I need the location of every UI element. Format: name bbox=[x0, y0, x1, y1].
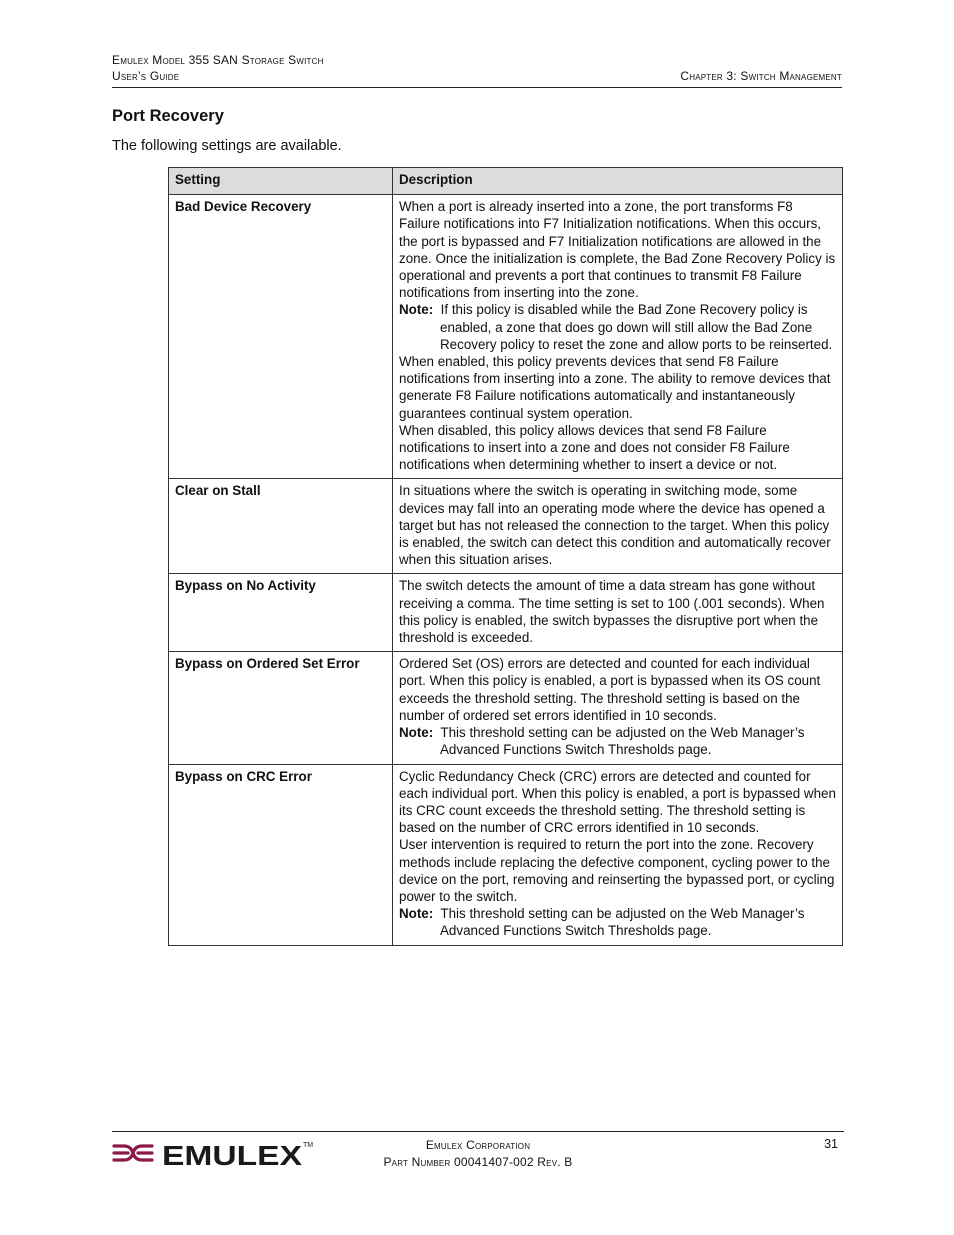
logo-wordmark: EMULEX bbox=[162, 1140, 303, 1171]
header-divider bbox=[112, 87, 842, 88]
description-paragraph: In situations where the switch is operating in switching mode, some devices may fall into an operating mode where the device has opened a target but has not released the connection to the target. When this policy is enabled, the switch can detect this condition and automatically recover when this situation arises. bbox=[399, 483, 831, 568]
header-doc-title-line2: User’s Guide bbox=[112, 69, 180, 83]
setting-name: Clear on Stall bbox=[175, 483, 261, 499]
description-cell bbox=[393, 574, 843, 652]
footer-divider bbox=[112, 1131, 844, 1132]
description-paragraph: When disabled, this policy allows devices that send F8 Failure notifications to insert into a zone and does not consider F8 Failure notifications when determining whether to insert a device or not. bbox=[399, 422, 790, 473]
page-number: 31 bbox=[824, 1137, 838, 1151]
note-label: Note: bbox=[399, 302, 434, 318]
settings-table bbox=[168, 167, 843, 946]
footer-part-number: Part Number 00041407-002 Rev. B bbox=[383, 1155, 573, 1169]
column-header-description: Description bbox=[393, 168, 843, 195]
table-row bbox=[169, 764, 843, 945]
note bbox=[399, 905, 837, 939]
description-paragraph: The switch detects the amount of time a data stream has gone without receiving a comma. The time setting is set to 100 (.001 seconds). When this policy is enabled, the switch bypasses the disruptive port when the threshold is exceeded. bbox=[399, 578, 825, 646]
description-paragraph: User intervention is required to return the port into the zone. Recovery methods include replacing the defective component, cycling power to the device on the port, removing and reinserting the bypassed port, or cycling power to the switch. bbox=[399, 837, 835, 904]
section-title: Port Recovery bbox=[112, 107, 224, 125]
note-label: Note: bbox=[399, 906, 434, 922]
note-text: This threshold setting can be adjusted on the Web Manager’s Advanced Functions Switch Thresholds page. bbox=[440, 906, 805, 939]
setting-name: Bad Device Recovery bbox=[175, 199, 312, 215]
table-row bbox=[169, 479, 843, 574]
header-chapter: Chapter 3: Switch Management bbox=[680, 69, 842, 83]
intro-paragraph: The following settings are available. bbox=[112, 138, 342, 154]
table-row bbox=[169, 574, 843, 652]
header-doc-title-line1: Emulex Model 355 SAN Storage Switch bbox=[112, 53, 324, 67]
emulex-logo bbox=[112, 1137, 312, 1169]
description-cell bbox=[393, 652, 843, 764]
logo-trademark: TM bbox=[303, 1142, 314, 1149]
setting-cell bbox=[169, 764, 393, 945]
setting-name: Bypass on No Activity bbox=[175, 578, 316, 594]
description-paragraph: Cyclic Redundancy Check (CRC) errors are detected and counted for each individual port. When this policy is enabled, a port is bypassed when its CRC count exceeds the threshold setting. The threshold setting is based on the number of CRC errors identified in 10 seconds. bbox=[399, 768, 836, 836]
table-row bbox=[169, 652, 843, 764]
note-text: This threshold setting can be adjusted on the Web Manager’s Advanced Functions Switch Thresholds page. bbox=[440, 725, 805, 758]
note-text: If this policy is disabled while the Bad Zone Recovery policy is enabled, a zone that does go down will still allow the Bad Zone Recovery policy to reset the zone and allow ports to be reinserted. bbox=[440, 302, 833, 352]
table-header-row bbox=[169, 168, 843, 195]
setting-name: Bypass on CRC Error bbox=[175, 768, 312, 784]
emulex-logo-mark-icon bbox=[114, 1146, 152, 1160]
description-cell bbox=[393, 479, 843, 574]
setting-cell bbox=[169, 574, 393, 652]
description-paragraph: Ordered Set (OS) errors are detected and counted for each individual port. When this policy is enabled, a port is bypassed when its OS count exceeds the threshold setting. The threshold setting is based on the number of ordered set errors identified in 10 seconds. bbox=[399, 656, 821, 723]
footer-center bbox=[368, 1137, 588, 1171]
note-label: Note: bbox=[399, 725, 434, 741]
note bbox=[399, 724, 837, 758]
footer-company: Emulex Corporation bbox=[425, 1138, 531, 1152]
setting-name: Bypass on Ordered Set Error bbox=[175, 656, 360, 672]
column-header-setting: Setting bbox=[169, 168, 393, 195]
description-paragraph: When a port is already inserted into a zone, the port transforms F8 Failure notifications into F7 Initialization notifications. When this occurs, the port is bypassed and F7 Initialization notifications are allowed in the zone. Once the initialization is complete, the Bad Zone Recovery Policy is operational and prevents a port that continues to transmit F8 Failure notifications from inserting into the zone. bbox=[399, 199, 836, 301]
description-cell bbox=[393, 195, 843, 479]
settings-table-body bbox=[169, 195, 843, 945]
note bbox=[399, 301, 837, 353]
table-row bbox=[169, 195, 843, 479]
setting-cell bbox=[169, 652, 393, 764]
setting-cell bbox=[169, 479, 393, 574]
description-cell bbox=[393, 764, 843, 945]
setting-cell bbox=[169, 195, 393, 479]
header-doc-title bbox=[112, 52, 324, 84]
description-paragraph: When enabled, this policy prevents devices that send F8 Failure notifications from inserting into a zone. The ability to remove devices that generate F8 Failure notifications automatically and instantaneously guarantees continual system operation. bbox=[399, 354, 831, 421]
